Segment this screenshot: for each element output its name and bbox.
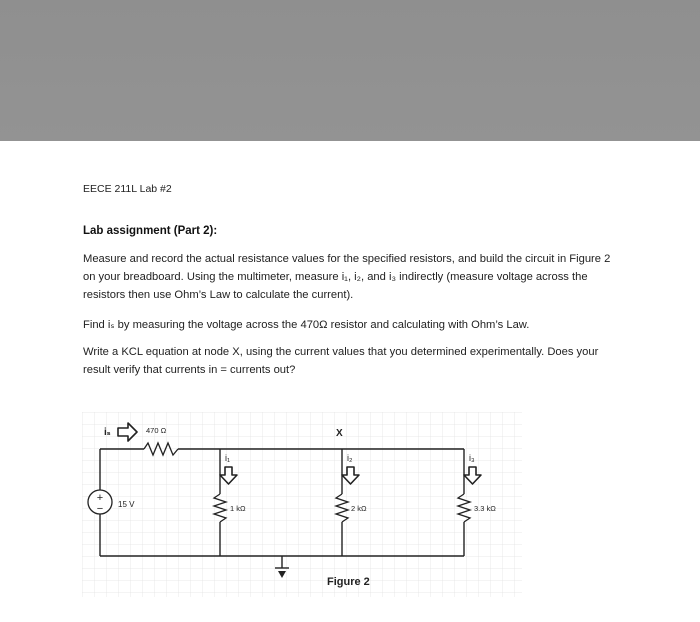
i3-label: i₃ (469, 453, 475, 463)
section-title: Lab assignment (Part 2): (83, 225, 218, 237)
source-voltage-label: 15 V (118, 500, 135, 509)
gray-header-band (0, 0, 700, 141)
document-header: EECE 211L Lab #2 (83, 183, 172, 195)
breadboard-grid (82, 412, 522, 597)
voltage-source-symbol (88, 490, 112, 515)
figure-caption: Figure 2 (327, 576, 370, 588)
resistor-2k-label: 2 kΩ (351, 504, 367, 513)
is-current-label: iₛ (104, 427, 111, 438)
instruction-paragraph-1: Measure and record the actual resistance values for the specified resistors, and build the circuit in Figure 2 on your breadboard. Using the multimeter, measure i₁, i₂, and i₃ indirectly (measure voltage across the resistors then use Ohm’s Law to calculate the current). (83, 253, 611, 301)
node-x-label: X (336, 428, 343, 439)
instruction-paragraph-3: Write a KCL equation at node X, using the current values that you determined experimentally. Does your result verify that currents in = currents out? (83, 346, 599, 376)
i2-label: i₂ (347, 453, 353, 463)
i1-label: i₁ (225, 453, 231, 463)
source-plus-sign: + (96, 492, 104, 504)
instruction-paragraph-2: Find iₛ by measuring the voltage across the 470Ω resistor and calculating with Ohm’s Law. (83, 319, 530, 331)
resistor-1k-label: 1 kΩ (230, 504, 246, 513)
source-minus-sign: − (96, 503, 104, 515)
resistor-470-label: 470 Ω (146, 426, 167, 435)
circuit-diagram (82, 412, 522, 597)
resistor-3k3-label: 3.3 kΩ (474, 504, 496, 513)
